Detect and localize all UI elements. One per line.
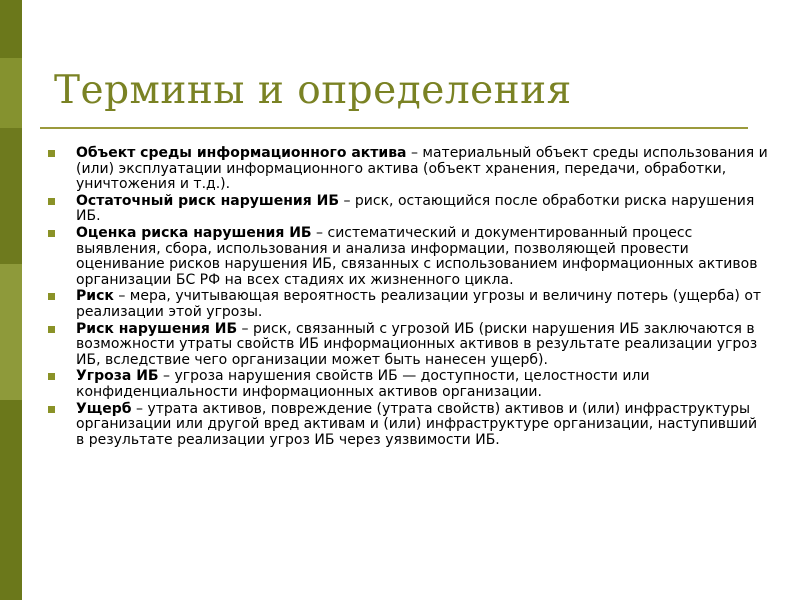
square-bullet-icon: [48, 230, 55, 237]
slide-content: [48, 146, 768, 449]
term-name: Угроза ИБ: [76, 368, 159, 385]
term-list: [48, 146, 768, 448]
title-underline: [40, 127, 748, 129]
term-definition: – мера, учитывающая вероятность реализации угрозы и величину потерь (ущерба) от реализации этой угрозы.: [76, 288, 762, 320]
square-bullet-icon: [48, 293, 55, 300]
term-definition: – угроза нарушения свойств ИБ — доступности, целостности или конфиденциальности информационных активов организации.: [76, 368, 650, 400]
square-bullet-icon: [48, 198, 55, 205]
term-item-damage: [48, 402, 768, 449]
term-item-security-risk: [48, 322, 768, 369]
square-bullet-icon: [48, 150, 55, 157]
term-name: Объект среды информационного актива: [76, 145, 407, 161]
square-bullet-icon: [48, 406, 55, 413]
slide-title: Термины и определения: [54, 68, 572, 113]
sidebar-block: [0, 400, 22, 600]
sidebar-block: [0, 0, 22, 58]
term-name: Риск нарушения ИБ: [76, 320, 238, 337]
sidebar-block: [0, 128, 22, 264]
term-name: Риск: [76, 288, 114, 305]
term-definition: – материальный объект среды использования и (или) эксплуатации информационного актива (объект хранения, передачи, обработки, уничтожения и т.д.).: [76, 145, 768, 193]
square-bullet-icon: [48, 373, 55, 380]
term-name: Оценка риска нарушения ИБ: [76, 224, 312, 241]
term-name: Остаточный риск нарушения ИБ: [76, 192, 339, 209]
term-definition: – риск, остающийся после обработки риска нарушения ИБ.: [76, 192, 755, 225]
term-definition: – риск, связанный с угрозой ИБ (риски нарушения ИБ заключаются в возможности утраты свойств ИБ информационных активов в результате реализации угроз ИБ, вследствие чего организации может быть нанесен ущерб).: [76, 320, 758, 368]
square-bullet-icon: [48, 326, 55, 333]
term-name: Ущерб: [76, 400, 132, 417]
term-item-threat: [48, 369, 768, 400]
term-definition: – систематический и документированный процесс выявления, сбора, использования и анализа информации, позволяющей провести оценивание рисков нарушения ИБ, связанных с использованием информационных активов организации БС РФ на всех стадиях их жизненного цикла.: [76, 224, 758, 288]
sidebar-block: [0, 58, 22, 128]
term-item-residual-risk: [48, 194, 768, 225]
term-item-asset-object: [48, 146, 768, 193]
term-item-risk-assessment: [48, 226, 768, 288]
term-item-risk: [48, 289, 768, 320]
sidebar-block: [0, 264, 22, 400]
sidebar-decoration: [0, 0, 22, 600]
term-definition: – утрата активов, повреждение (утрата свойств) активов и (или) инфраструктуры организации или другой вред активам и (или) инфраструктуре организации, наступивший в результате реализации угроз ИБ через уязвимости ИБ.: [76, 400, 758, 448]
